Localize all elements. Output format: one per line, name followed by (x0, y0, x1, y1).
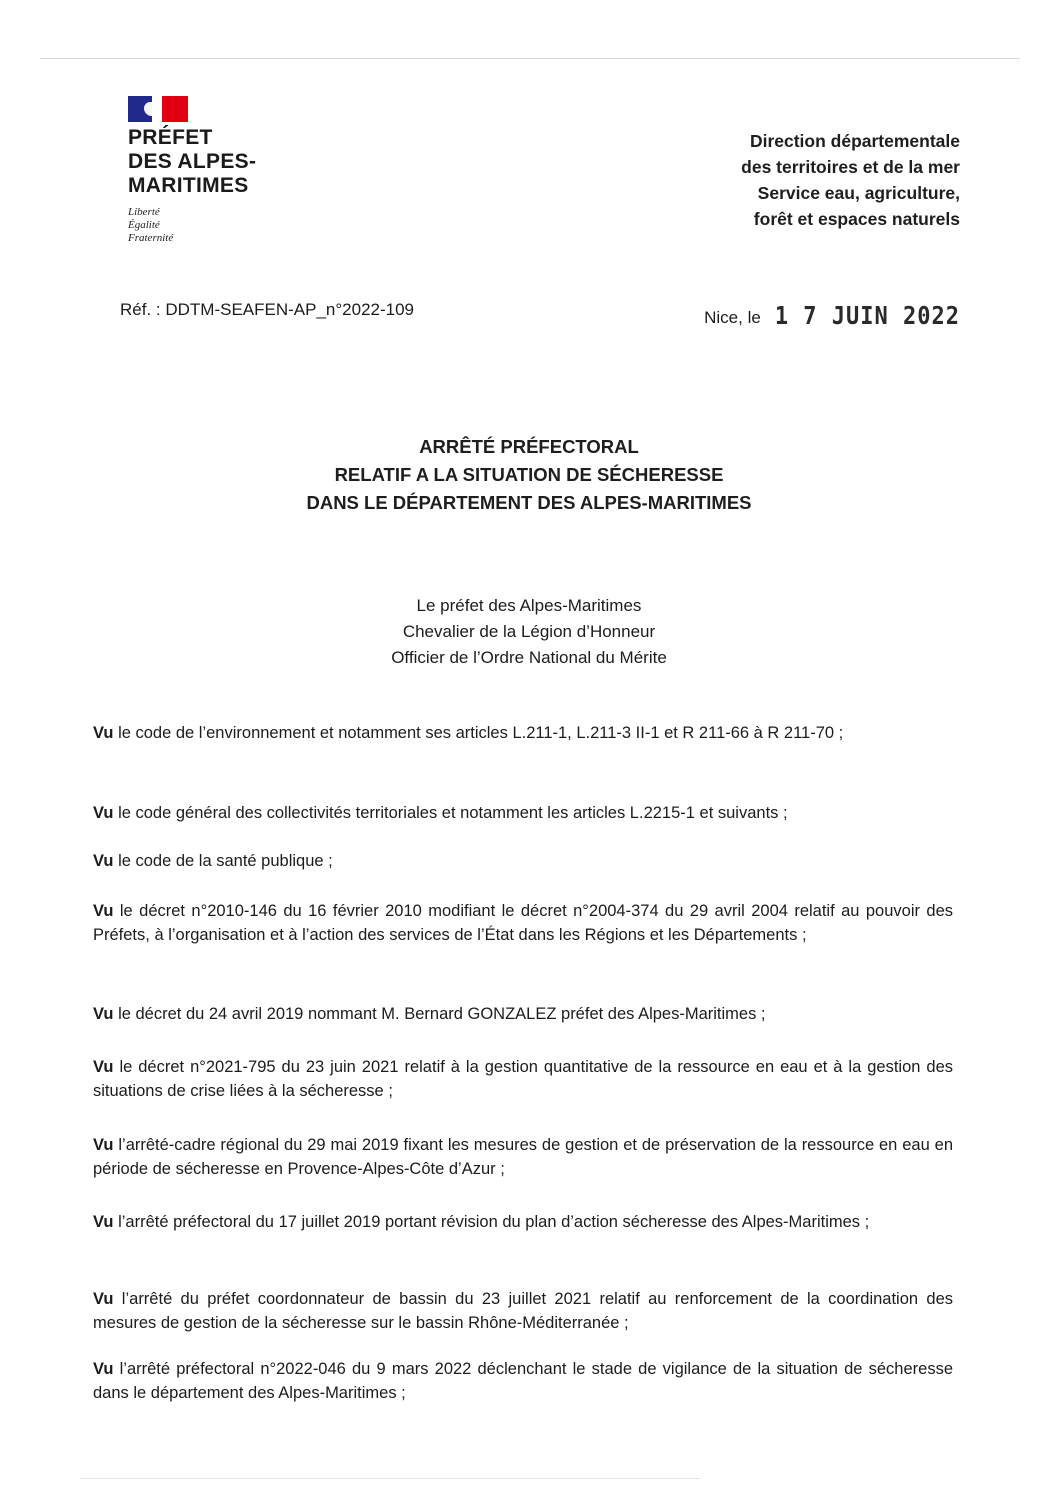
date-line (704, 304, 960, 329)
prefet-title-line: DES ALPES- (128, 150, 257, 173)
visa-paragraph: Vu le décret n°2010-146 du 16 février 2010 modifiant le décret n°2004-374 du 29 avril 2004 relatif au pouvoir des Préfets, à l’organisation et à l’action des services de l’État dans les Régions et les Départements ; (93, 902, 953, 944)
scan-bottom-line (80, 1478, 700, 1479)
visa-paragraph: Vu l’arrêté préfectoral n°2022-046 du 9 mars 2022 déclenchant le stade de vigilance de la situation de sécheresse dans le département des Alpes-Maritimes ; (93, 1360, 953, 1402)
republic-motto (128, 206, 288, 245)
visa-paragraph: Vu le code général des collectivités territoriales et notamment les articles L.2215-1 et suivants ; (93, 804, 788, 822)
direction-line: Service eau, agriculture, (757, 183, 960, 203)
direction-line: forêt et espaces naturels (753, 209, 960, 229)
marianne-logo (128, 96, 288, 245)
reference-number: Réf. : DDTM-SEAFEN-AP_n°2022-109 (120, 300, 415, 319)
date-place: Nice, le (704, 308, 761, 327)
motto-line: Égalité (128, 219, 160, 231)
title-line: ARRÊTÉ PRÉFECTORAL (419, 436, 639, 457)
direction-line: des territoires et de la mer (741, 157, 960, 177)
visa-paragraph: Vu le décret n°2021-795 du 23 juin 2021 relatif à la gestion quantitative de la ressource en eau et à la gestion des situations de crise liées à la sécheresse ; (93, 1058, 953, 1100)
authority-line: Officier de l’Ordre National du Mérite (391, 648, 667, 667)
visa-paragraph: Vu le code de la santé publique ; (93, 852, 333, 870)
visa-paragraph: Vu l’arrêté-cadre régional du 29 mai 2019 fixant les mesures de gestion et de préservation de la ressource en eau en période de sécheresse en Provence-Alpes-Côte d’Azur ; (93, 1136, 953, 1178)
tricolor-flag-icon (128, 96, 188, 122)
motto-line: Liberté (128, 206, 160, 218)
title-line: RELATIF A LA SITUATION DE SÉCHERESSE (334, 464, 724, 485)
visa-paragraph: Vu le code de l’environnement et notamment ses articles L.211-1, L.211-3 II-1 et R 211-66 à R 211-70 ; (93, 724, 844, 742)
visa-paragraph: Vu l’arrêté du préfet coordonnateur de bassin du 23 juillet 2021 relatif au renforcement de la coordination des mesures de gestion de la sécheresse sur le bassin Rhône-Méditerranée ; (93, 1290, 953, 1332)
scan-edge-line (40, 58, 1020, 59)
authority-line: Le préfet des Alpes-Maritimes (416, 596, 642, 615)
title-line: DANS LE DÉPARTEMENT DES ALPES-MARITIMES (306, 492, 752, 513)
prefet-title-line: MARITIMES (128, 174, 249, 197)
motto-line: Fraternité (128, 232, 174, 244)
authority-block (0, 593, 1058, 671)
prefet-title (128, 126, 288, 198)
direction-line: Direction départementale (749, 131, 960, 151)
issuing-department (600, 128, 960, 232)
document-title (0, 433, 1058, 517)
visa-paragraph: Vu le décret du 24 avril 2019 nommant M. Bernard GONZALEZ préfet des Alpes-Maritimes ; (93, 1005, 766, 1023)
authority-line: Chevalier de la Légion d’Honneur (402, 622, 656, 641)
date-stamp: 1 7 JUIN 2022 (774, 302, 960, 331)
prefet-title-line: PRÉFET (128, 126, 213, 149)
visa-paragraph: Vu l’arrêté préfectoral du 17 juillet 2019 portant révision du plan d’action sécheresse des Alpes-Maritimes ; (93, 1213, 870, 1231)
